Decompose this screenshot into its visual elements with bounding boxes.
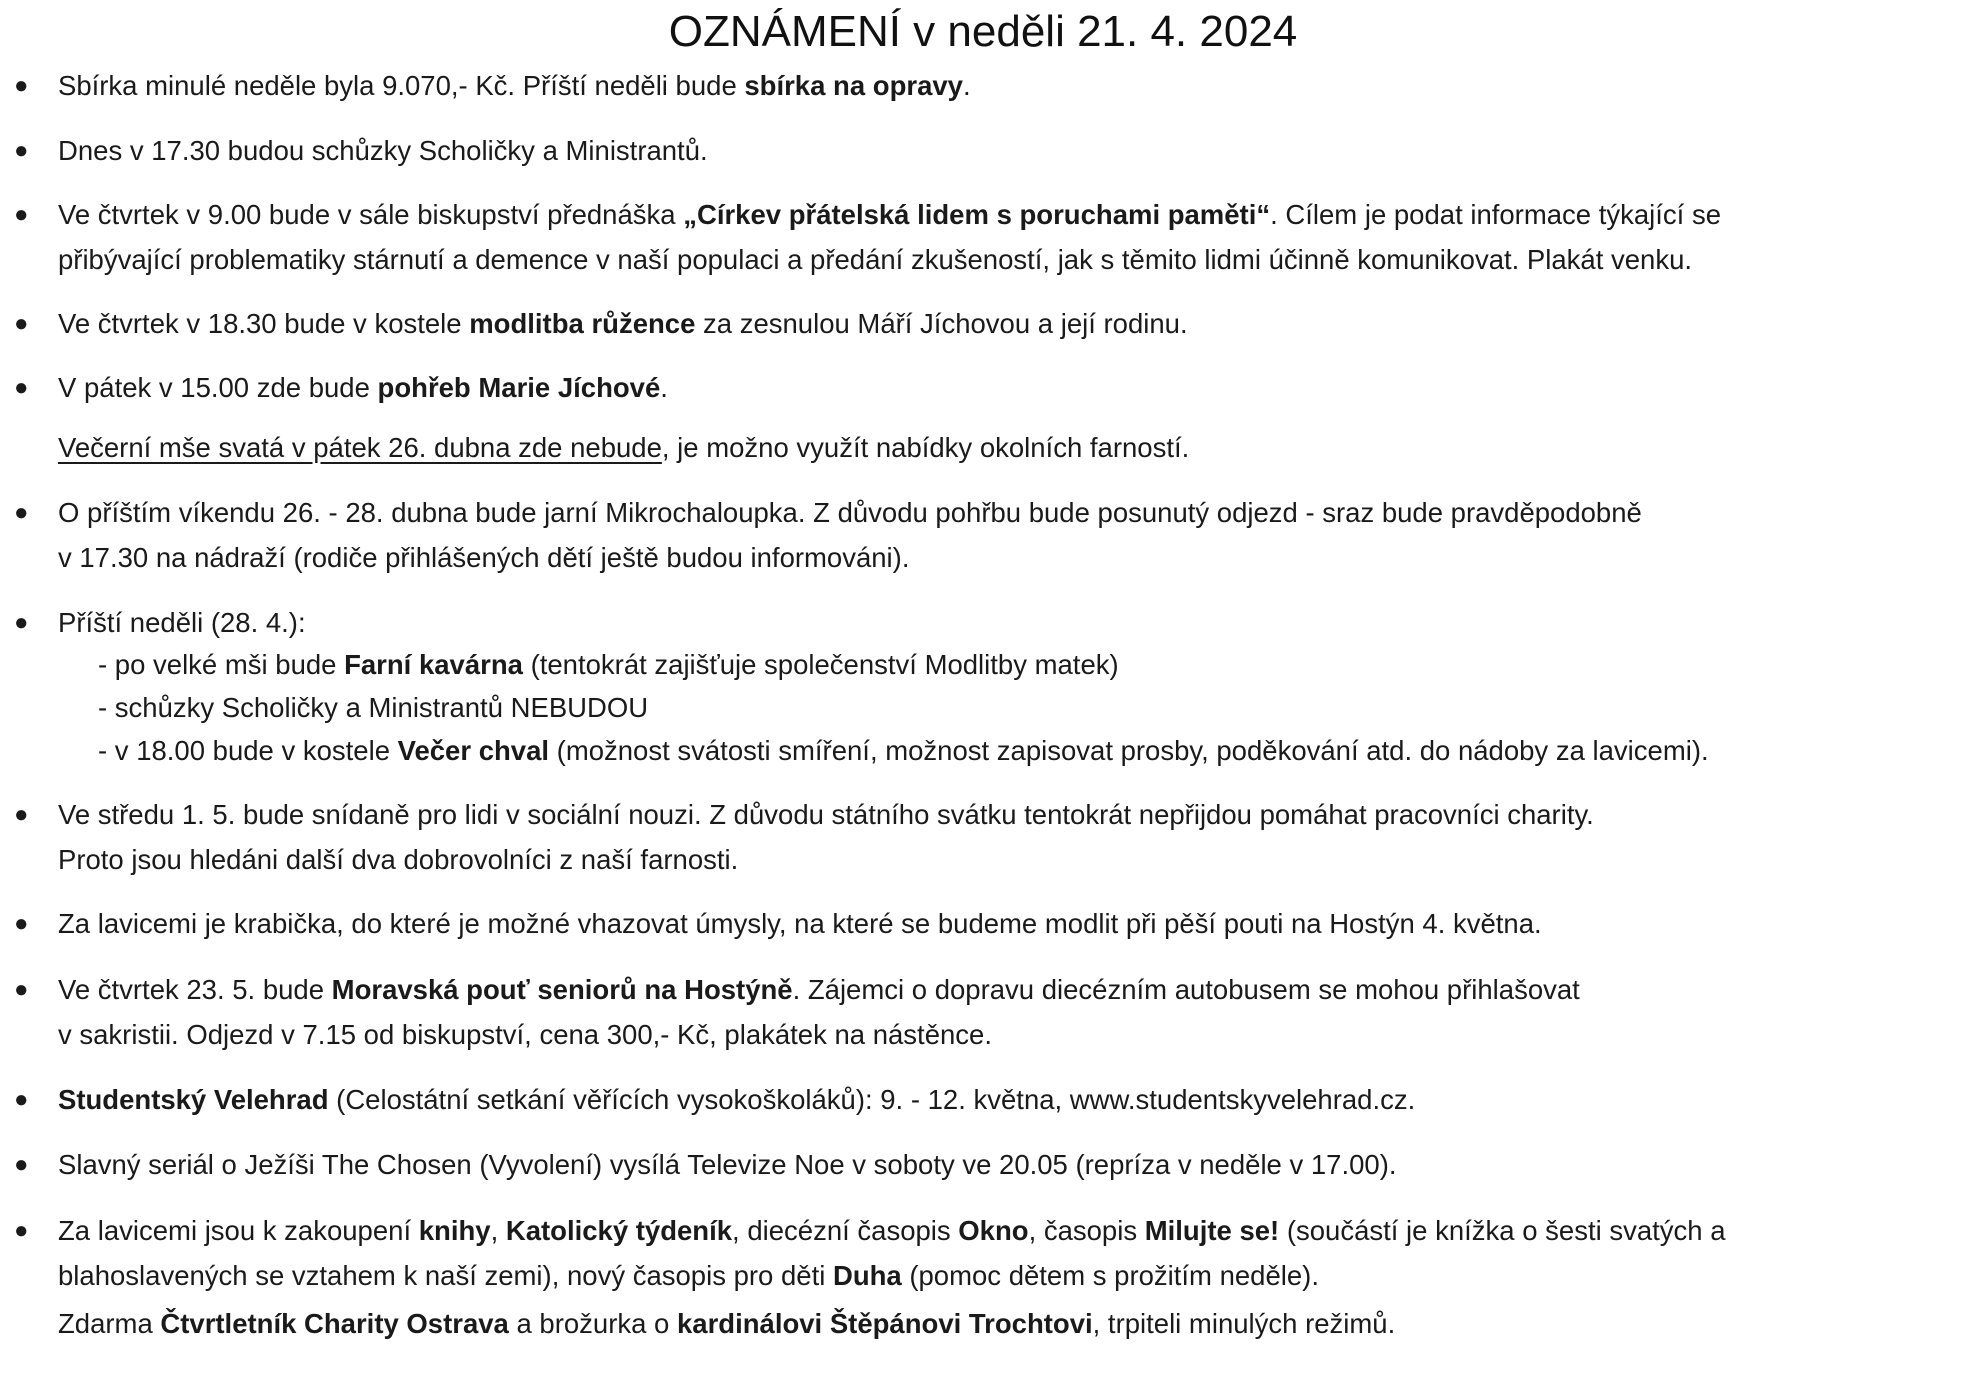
announcement-press-free: Zdarma Čtvrtletník Charity Ostrava a brožurka o kardinálovi Štěpánovi Trochtovi, trpiteli minulých režimů. bbox=[58, 1308, 1396, 1339]
bullet-icon: ● bbox=[14, 1151, 29, 1178]
bullet-icon: ● bbox=[14, 1086, 29, 1113]
announcement-rosary: ● Ve čtvrtek v 18.30 bude v kostele modlitba růžence za zesnulou Máří Jíchovou a její rodinu. bbox=[58, 302, 1958, 346]
bullet-icon: ● bbox=[14, 72, 29, 99]
announcement-pilgrimage-line2: v sakristii. Odjezd v 7.15 od biskupství, cena 300,- Kč, plakátek na nástěnce. bbox=[58, 1019, 992, 1050]
announcement-press: ● Za lavicemi jsou k zakoupení knihy, Katolický týdeník, diecézní časopis Okno, časopis Milujte se! (součástí je knížka o šesti svatých a bbox=[58, 1209, 1958, 1253]
bullet-icon: ● bbox=[14, 499, 29, 526]
announcement-breakfast: ● Ve středu 1. 5. bude snídaně pro lidi v sociální nouzi. Z důvodu státního svátku tentokrát nepřijdou pomáhat pracovníci charity. bbox=[58, 793, 1958, 837]
bullet-icon: ● bbox=[14, 976, 29, 1003]
bullet-icon: ● bbox=[14, 137, 29, 164]
announcement-mass-cancelled: Večerní mše svatá v pátek 26. dubna zde nebude, je možno využít nabídky okolních farností. bbox=[58, 432, 1190, 463]
announcement-pilgrimage: ● Ve čtvrtek 23. 5. bude Moravská pouť seniorů na Hostýně. Zájemci o dopravu diecézním autobusem se mohou přihlašovat bbox=[58, 968, 1958, 1012]
announcement-meetings: ● Dnes v 17.30 budou schůzky Scholičky a Ministrantů. bbox=[58, 129, 1958, 173]
announcement-breakfast-line2: Proto jsou hledáni další dva dobrovolníci z naší farnosti. bbox=[58, 844, 739, 875]
announcement-next-sunday: ● Příští neděli (28. 4.): bbox=[58, 601, 1958, 645]
announcement-tv-series: ● Slavný seriál o Ježíši The Chosen (Vyvolení) vysílá Televize Noe v soboty ve 20.05 (repríza v neděle v 17.00). bbox=[58, 1143, 1958, 1187]
bullet-icon: ● bbox=[14, 609, 29, 636]
announcement-weekend-trip-line2: v 17.30 na nádraží (rodiče přihlášených dětí ještě budou informováni). bbox=[58, 542, 910, 573]
page-title: OZNÁMENÍ v neděli 21. 4. 2024 bbox=[668, 7, 1298, 56]
bullet-icon: ● bbox=[14, 801, 29, 828]
announcement-lecture-line2: přibývající problematiky stárnutí a demence v naší populaci a předání zkušeností, jak s těmito lidmi účinně komunikovat. Plakát venku. bbox=[58, 244, 1693, 275]
bullet-icon: ● bbox=[14, 310, 29, 337]
bullet-icon: ● bbox=[14, 910, 29, 937]
bullet-icon: ● bbox=[14, 374, 29, 401]
announcement-student-velehrad: ● Studentský Velehrad (Celostátní setkání věřících vysokoškoláků): 9. - 12. května, www.studentskyvelehrad.cz. bbox=[58, 1078, 1958, 1122]
bullet-icon: ● bbox=[14, 201, 29, 228]
announcement-press-line2: blahoslavených se vztahem k naší zemi), nový časopis pro děti Duha (pomoc dětem s prožitím neděle). bbox=[58, 1260, 1319, 1291]
bullet-icon: ● bbox=[14, 1217, 29, 1244]
announcement-intentions-box: ● Za lavicemi je krabička, do které je možné vhazovat úmysly, na které se budeme modlit při pěší pouti na Hostýn 4. května. bbox=[58, 902, 1958, 946]
next-sunday-meetings: - schůzky Scholičky a Ministrantů NEBUDOU bbox=[98, 692, 649, 723]
next-sunday-worship: - v 18.00 bude v kostele Večer chval (možnost svátosti smíření, možnost zapisovat prosby, poděkování atd. do nádoby za lavicemi). bbox=[98, 735, 1709, 766]
announcement-collection: ● Sbírka minulé neděle byla 9.070,- Kč. Příští neděli bude sbírka na opravy. bbox=[58, 64, 1958, 108]
next-sunday-cafe: - po velké mši bude Farní kavárna (tentokrát zajišťuje společenství Modlitby matek) bbox=[98, 649, 1119, 680]
announcement-funeral: ● V pátek v 15.00 zde bude pohřeb Marie Jíchové. bbox=[58, 366, 1958, 410]
announcement-weekend-trip: ● O příštím víkendu 26. - 28. dubna bude jarní Mikrochaloupka. Z důvodu pohřbu bude posunutý odjezd - sraz bude pravděpodobně bbox=[58, 491, 1958, 535]
announcement-lecture: ● Ve čtvrtek v 9.00 bude v sále biskupství přednáška „Církev přátelská lidem s poruchami paměti“. Cílem je podat informace týkající se bbox=[58, 193, 1958, 237]
